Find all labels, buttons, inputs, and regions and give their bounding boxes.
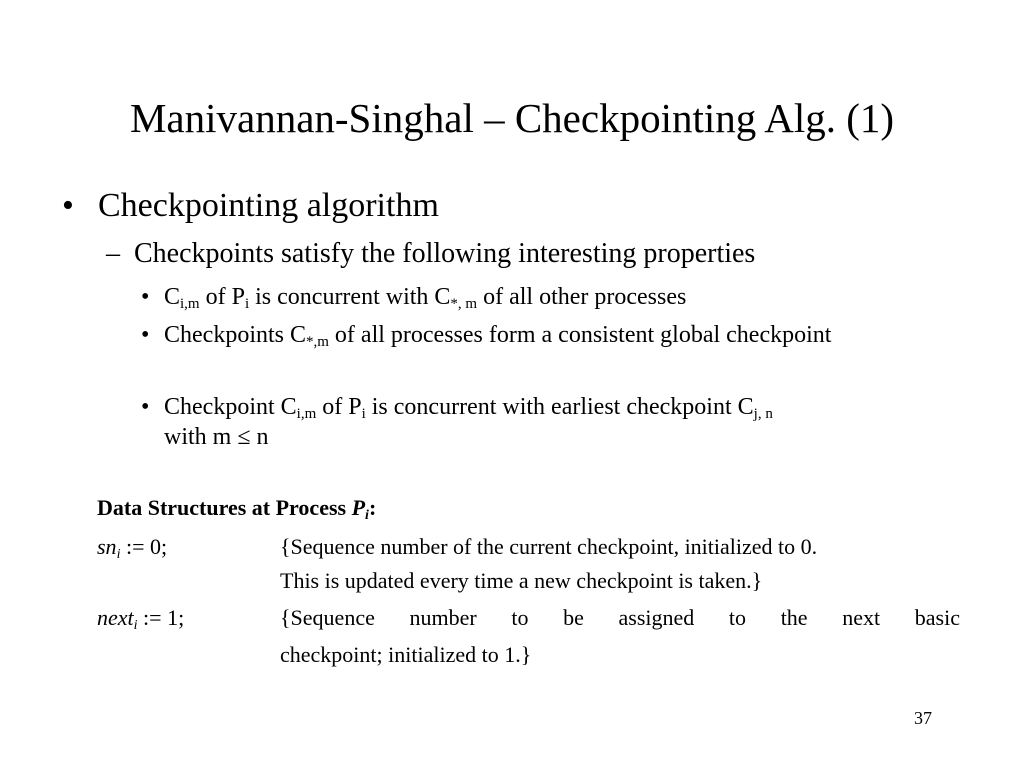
- property-text: Checkpoints $C_{*,m}$ of all processes form a consistent global checkpoint: [164, 322, 832, 350]
- bullet-text: Checkpoints satisfy the following interesting properties: [134, 238, 756, 269]
- bullet-text: Checkpointing algorithm: [98, 187, 439, 224]
- justified-word: to: [728, 605, 747, 630]
- next-description-line1: [280, 603, 960, 633]
- justified-word: {Sequence: [280, 605, 375, 630]
- justified-word: basic: [914, 605, 960, 630]
- property-text: $C_{i,m}$ of $P_i$ is concurrent with $C_{*, m}$ of all other processes: [164, 284, 687, 312]
- bullet-mark: •: [62, 187, 74, 224]
- page-number: 37: [914, 708, 932, 728]
- next-description-line2: checkpoint; initialized to 1.}: [280, 642, 532, 667]
- slide-title: Manivannan-Singhal – Checkpointing Alg. (1): [129, 95, 895, 141]
- sn-description-line1: {Sequence number of the current checkpoint, initialized to 0.: [280, 534, 818, 559]
- justified-word: number: [409, 605, 477, 630]
- dash-mark: –: [106, 238, 120, 269]
- bullet-mark: •: [141, 322, 150, 348]
- sn-description-line2: This is updated every time a new checkpoint is taken.}: [280, 568, 763, 593]
- data-structures-heading: Data Structures at Process $P_i$:: [97, 495, 377, 523]
- bullet-mark: •: [141, 394, 150, 420]
- property-item-1: [141, 282, 954, 312]
- property-item-2: [141, 320, 884, 350]
- justified-word: next: [842, 605, 881, 630]
- property-item-3: [141, 392, 954, 452]
- justified-word: to: [511, 605, 529, 630]
- justified-word: be: [563, 605, 584, 630]
- property-text: Checkpoint $C_{i,m}$ of $P_i$ is concurrent with earliest checkpoint $C_{j, n}$ with m ≤ n: [164, 394, 773, 450]
- sn-declaration: $sn_i$ := 0;: [97, 534, 168, 562]
- bullet-mark: •: [141, 284, 150, 310]
- justified-word: assigned: [618, 605, 695, 630]
- bullet-level2: [106, 237, 755, 271]
- justified-word: the: [780, 605, 808, 630]
- bullet-level1: [62, 186, 439, 226]
- next-declaration: next$_i$ := 1;: [97, 605, 185, 633]
